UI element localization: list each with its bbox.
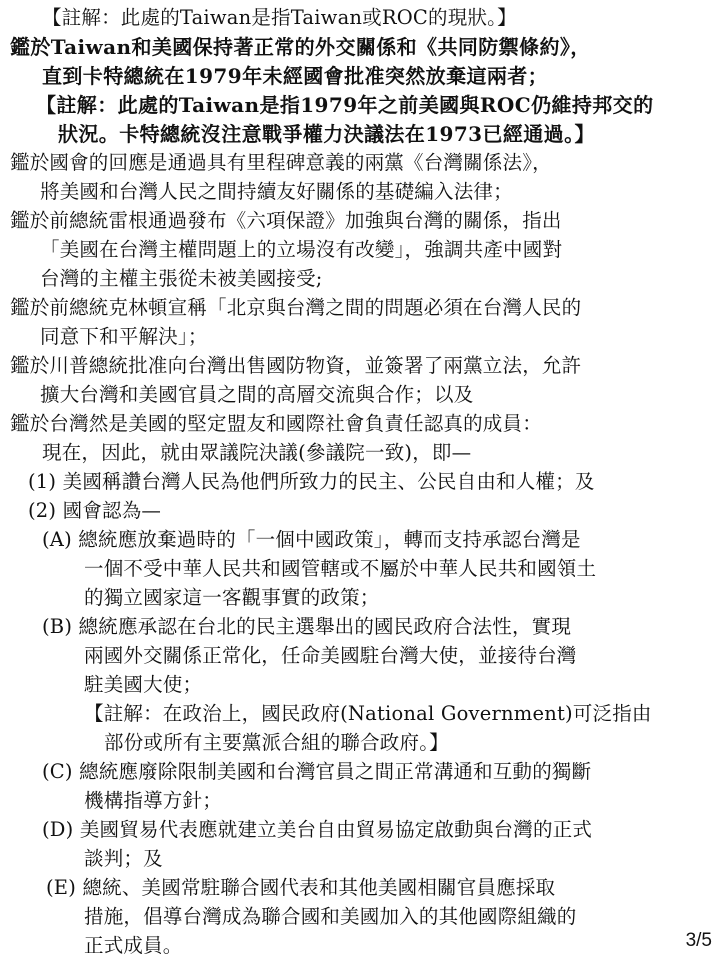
subclause-line: (A) 總統應放棄過時的「一個中國政策」，轉而支持承認台灣是 <box>42 528 581 551</box>
whereas-line: 鑑於前總統克林頓宣稱「北京與台灣之間的問題必須在台灣人民的 <box>10 296 582 319</box>
annotation-line: 【註解：此處的Taiwan是指Taiwan或ROC的現狀。】 <box>42 6 517 29</box>
subclause-line: 駐美國大使； <box>84 673 203 696</box>
subclause-line: (C) 總統應廢除限制美國和台灣官員之間正常溝通和互動的獨斷 <box>42 760 592 783</box>
whereas-line: 「美國在台灣主權問題上的立場沒有改變」，強調共產中國對 <box>40 238 563 261</box>
whereas-line: 鑑於川普總統批准向台灣出售國防物資，並簽署了兩黨立法，允許 <box>10 354 582 377</box>
clause-line: (1) 美國稱讚台灣人民為他們所致力的民主、公民自由和人權；及 <box>28 470 595 493</box>
annotation-line: 【註解：此處的Taiwan是指1979年之前美國與ROC仍維持邦交的 <box>36 93 654 117</box>
whereas-line: 鑑於國會的回應是通過具有里程碑意義的兩黨《台灣關係法》， <box>10 151 552 174</box>
whereas-line: 鑑於Taiwan和美國保持著正常的外交關係和《共同防禦條約》， <box>10 35 591 59</box>
subclause-line: 的獨立國家這一客觀事實的政策； <box>84 586 380 609</box>
annotation-line: 【註解：在政治上，國民政府(National Government)可泛指由 <box>84 702 652 725</box>
subclause-line: 談判；及 <box>84 847 163 870</box>
whereas-line: 直到卡特總統在1979年未經國會批准突然放棄這兩者； <box>42 64 549 88</box>
whereas-line: 擴大台灣和美國官員之間的高層交流與合作；以及 <box>40 383 474 406</box>
resolved-line: 現在，因此，就由眾議院決議(參議院一致)，即— <box>42 441 472 464</box>
subclause-line: 正式成員。 <box>84 934 183 957</box>
page-number: 3/5 <box>685 930 712 951</box>
subclause-line: 措施，倡導台灣成為聯合國和美國加入的其他國際組織的 <box>84 905 577 928</box>
subclause-line: (D) 美國貿易代表應就建立美台自由貿易協定啟動與台灣的正式 <box>42 818 593 841</box>
whereas-line: 鑑於台灣然是美國的堅定盟友和國際社會負責任認真的成員： <box>10 412 542 435</box>
subclause-line: 兩國外交關係正常化，任命美國駐台灣大使，並接待台灣 <box>84 644 577 667</box>
subclause-line: 機構指導方針； <box>84 789 222 812</box>
whereas-line: 將美國和台灣人民之間持續友好關係的基礎編入法律； <box>40 180 513 203</box>
whereas-line: 台灣的主權主張從未被美國接受; <box>40 267 323 290</box>
clause-line: (2) 國會認為— <box>28 499 162 522</box>
whereas-line: 同意下和平解決」； <box>40 325 208 348</box>
subclause-line: (B) 總統應承認在台北的民主選舉出的國民政府合法性，實現 <box>42 615 572 638</box>
whereas-line: 鑑於前總統雷根通過發布《六項保證》加強與台灣的關係，指出 <box>10 209 562 232</box>
annotation-line: 部份或所有主要黨派合組的聯合政府。】 <box>104 731 449 754</box>
subclause-line: 一個不受中華人民共和國管轄或不屬於中華人民共和國領土 <box>84 557 597 580</box>
subclause-line: (E) 總統、美國常駐聯合國代表和其他美國相關官員應採取 <box>46 876 556 899</box>
annotation-line: 狀況。卡特總統沒注意戰爭權力決議法在1973已經通過。】 <box>58 122 595 146</box>
